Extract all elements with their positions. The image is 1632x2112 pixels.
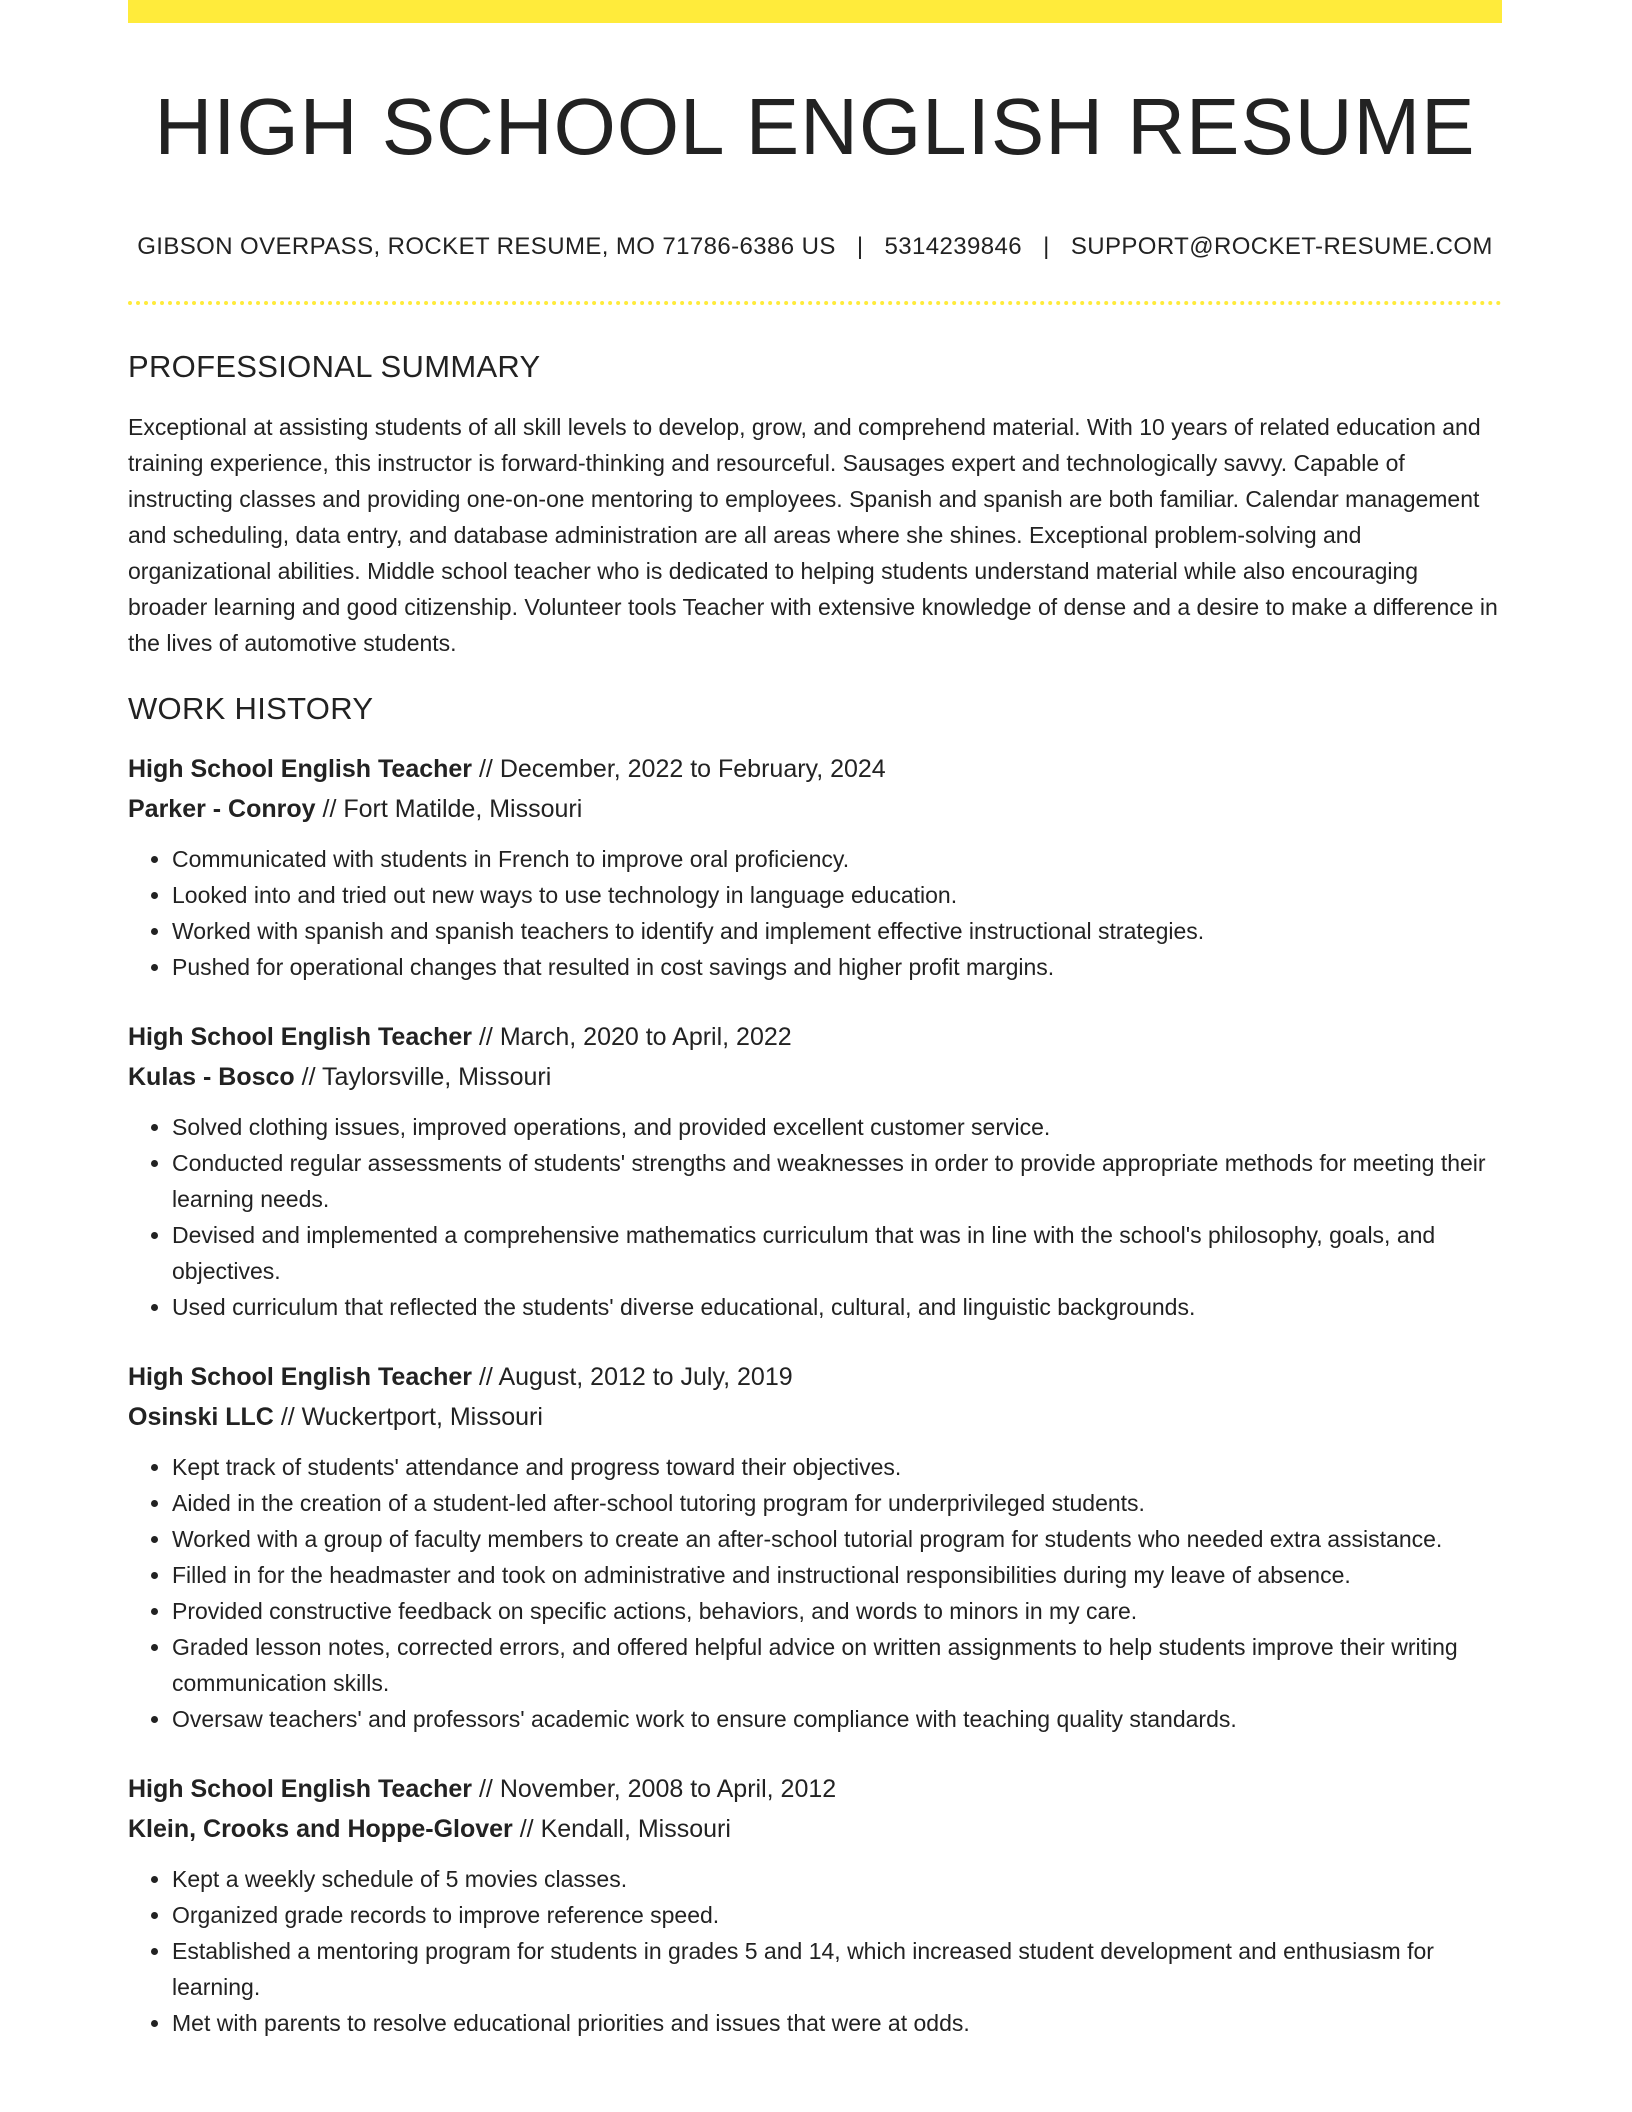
job-title-line [128,749,1502,789]
list-item: • Worked with spanish and spanish teachers to identify and implement effective instructional strategies. [172,913,1502,949]
address: GIBSON OVERPASS, ROCKET RESUME, MO 71786-6386 US [137,233,836,260]
list-item: • Filled in for the headmaster and took on administrative and instructional responsibilities during my leave of absence. [172,1557,1502,1593]
list-item: • Devised and implemented a comprehensive mathematics curriculum that was in line with the school's philosophy, goals, and objectives. [172,1217,1502,1289]
job-title-line [128,1769,1502,1809]
list-item: • Graded lesson notes, corrected errors, and offered helpful advice on written assignments to help students improve their writing communication skills. [172,1629,1502,1701]
job-dates: // March, 2020 to April, 2022 [478,1023,792,1051]
list-item: • Provided constructive feedback on specific actions, behaviors, and words to minors in my care. [172,1593,1502,1629]
list-item: • Kept track of students' attendance and progress toward their objectives. [172,1449,1502,1485]
job-bullets [128,1449,1502,1737]
job-title: High School English Teacher [128,1363,473,1391]
contact-line [128,233,1502,261]
resume-page [128,0,1502,2041]
list-item: • Oversaw teachers' and professors' academic work to ensure compliance with teaching quality standards. [172,1701,1502,1737]
list-item: • Met with parents to resolve educational priorities and issues that were at odds. [172,2005,1502,2041]
email: SUPPORT@ROCKET-RESUME.COM [1070,233,1493,260]
job-company: Klein, Crooks and Hoppe-Glover [128,1815,513,1843]
job-entry [128,749,1502,985]
list-item: • Organized grade records to improve reference speed. [172,1897,1502,1933]
contact-separator: | [1043,233,1050,260]
job-bullets [128,1109,1502,1325]
list-item: • Aided in the creation of a student-led after-school tutoring program for underprivileged students. [172,1485,1502,1521]
job-title-line [128,1017,1502,1057]
job-entry [128,1017,1502,1325]
job-bullets [128,841,1502,985]
job-company: Kulas - Bosco [128,1063,295,1091]
work-history-heading: WORK HISTORY [128,691,374,726]
job-company: Parker - Conroy [128,795,316,823]
accent-top-bar [128,0,1502,23]
job-entry [128,1357,1502,1737]
job-location: // Wuckertport, Missouri [280,1403,543,1431]
list-item: • Conducted regular assessments of students' strengths and weaknesses in order to provide appropriate methods for meeting their learning needs. [172,1145,1502,1217]
list-item: • Looked into and tried out new ways to use technology in language education. [172,877,1502,913]
job-title: High School English Teacher [128,755,473,783]
job-title-line [128,1357,1502,1397]
job-company-line [128,1057,1502,1097]
resume-title: HIGH SCHOOL ENGLISH RESUME [154,82,1476,171]
list-item: • Solved clothing issues, improved operations, and provided excellent customer service. [172,1109,1502,1145]
list-item: • Pushed for operational changes that resulted in cost savings and higher profit margins. [172,949,1502,985]
job-location: // Fort Matilde, Missouri [322,795,583,823]
job-bullets [128,1861,1502,2041]
list-item: • Worked with a group of faculty members to create an after-school tutorial program for students who needed extra assistance. [172,1521,1502,1557]
job-company: Osinski LLC [128,1403,274,1431]
job-dates: // December, 2022 to February, 2024 [478,755,886,783]
job-company-line [128,789,1502,829]
job-company-line [128,1397,1502,1437]
job-title: High School English Teacher [128,1775,473,1803]
list-item: • Established a mentoring program for students in grades 5 and 14, which increased student development and enthusiasm for learning. [172,1933,1502,2005]
job-title: High School English Teacher [128,1023,473,1051]
summary-text: Exceptional at assisting students of all skill levels to develop, grow, and comprehend material. With 10 years of related education and training experience, this instructor is forward-thinking and resourceful. Sausages expert and technologically savvy. Capable of instructing classes and providing one-on-one mentoring to employees. Spanish and spanish are both familiar. Calendar management and scheduling, data entry, and database administration are all areas where she shines. Exceptional problem-solving and organizational abilities. Middle school teacher who is dedicated to helping students understand material while also encouraging broader learning and good citizenship. Volunteer tools Teacher with extensive knowledge of dense and a desire to make a difference in the lives of automotive students. [128,414,1498,656]
job-location: // Taylorsville, Missouri [301,1063,552,1091]
list-item: • Communicated with students in French to improve oral proficiency. [172,841,1502,877]
job-entry [128,1769,1502,2041]
job-dates: // November, 2008 to April, 2012 [478,1775,837,1803]
contact-separator: | [856,233,864,260]
job-location: // Kendall, Missouri [519,1815,731,1843]
phone: 5314239846 [884,233,1023,260]
summary-heading: PROFESSIONAL SUMMARY [128,349,541,384]
job-dates: // August, 2012 to July, 2019 [478,1363,793,1391]
list-item: • Kept a weekly schedule of 5 movies classes. [172,1861,1502,1897]
list-item: • Used curriculum that reflected the students' diverse educational, cultural, and linguistic backgrounds. [172,1289,1502,1325]
dotted-divider [128,301,1502,305]
job-company-line [128,1809,1502,1849]
